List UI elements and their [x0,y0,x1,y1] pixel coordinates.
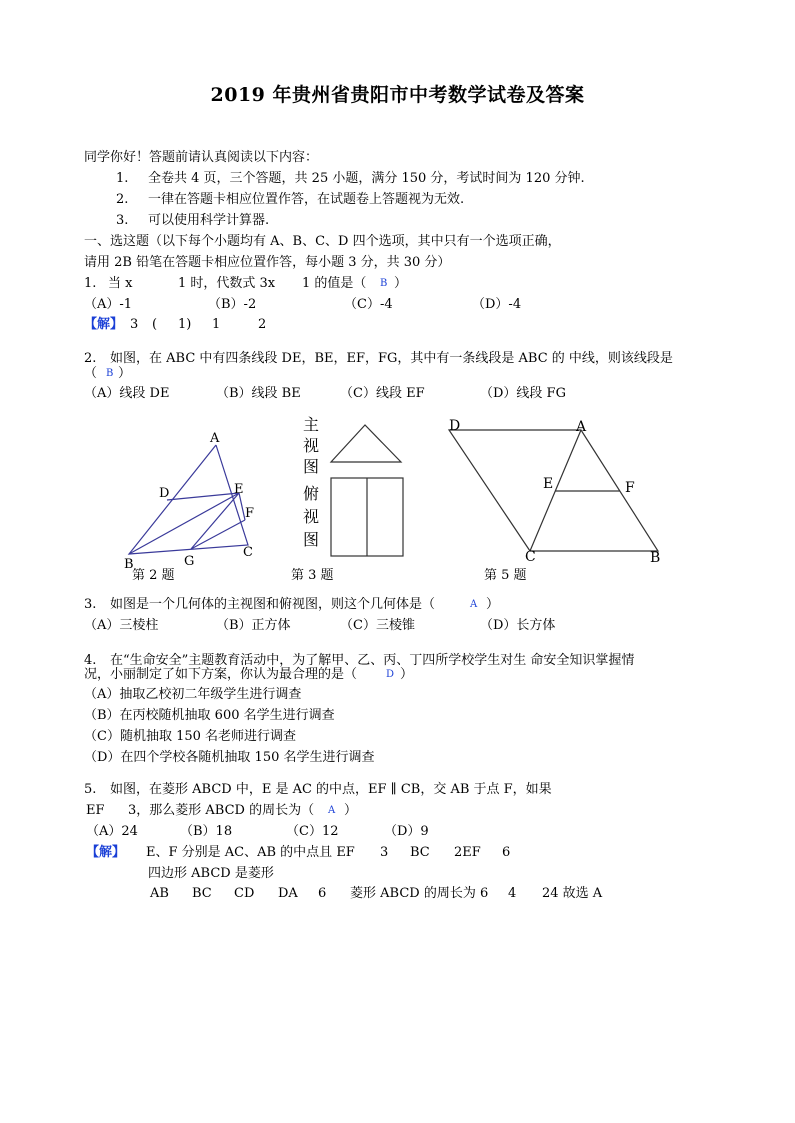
q5-solution-part: BC [192,886,212,901]
section-heading: 一、选这题（以下每个小题均有 A、B、C、D 四个选项，其中只有一个选项正确， [84,234,561,249]
figure-triangle-abc [115,425,275,570]
fig5-label: B [650,550,661,565]
q3-option-a: （A）三棱柱 [84,618,159,633]
q1-solution-term: 1) [178,317,192,332]
q5-solution-part: E、F 分别是 AC、AB 的中点且 EF [146,845,355,860]
fig5-label: E [543,476,554,492]
intro-item-text: 可以使用科学计算器. [148,213,270,228]
q2-number: 2. [84,351,97,366]
fig2-label: G [184,554,195,569]
q1-stem-part: 当 x [108,276,133,291]
q3-stem: 如图是一个几何体的主视图和俯视图，则这个几何体是（ [110,597,436,612]
q3-number: 3. [84,597,97,612]
q3-option-c: （C）三棱锥 [340,618,415,633]
q5-solution-part: DA [278,886,298,901]
q1-solution-term: 2 [258,317,267,332]
q5-option-b: （B）18 [180,824,233,839]
q5-option-c: （C）12 [286,824,339,839]
fig3-front-label [303,414,319,477]
q3-option-d: （D）长方体 [480,618,556,633]
q1-solution-term: 1 [212,317,221,332]
q1-option-d: （D）-4 [472,297,522,312]
q4-option-a: （A）抽取乙校初二年级学生进行调查 [84,687,302,702]
q5-solution-part: CD [234,886,255,901]
fig5-label: F [625,480,635,496]
q1-option-b: （B）-2 [208,297,257,312]
fig3-caption: 第 3 题 [291,568,334,583]
q5-solution-part: 菱形 ABCD 的周长为 6 [350,886,489,901]
q1-stem-part: 1 时，代数式 3x [178,276,276,291]
q1-option-c: （C）-4 [344,297,393,312]
intro-item-text: 全卷共 4 页，三个答题，共 25 小题，满分 150 分，考试时间为 120 分钟. [148,171,585,186]
q5-stem-part: 3，那么菱形 ABCD 的周长为（ [128,803,315,818]
q4-close: ） [400,667,414,682]
q5-solution-part: 24 故选 A [542,886,603,901]
q4-number: 4. [84,653,97,668]
q2-stem: 如图，在 ABC 中有四条线段 DE，BE，EF，FG，其中有一条线段是 ABC 的 中线，则该线段是 [110,351,673,366]
q2-open: （ [84,366,98,381]
q3-answer: A [470,599,478,610]
q1-solution-term: ( [152,317,158,332]
q5-close: ） [344,803,358,818]
fig5-caption: 第 5 题 [484,568,527,583]
fig3-char: 视 [303,436,320,455]
q1-solution-label: 【解】 [84,317,124,332]
q2-option-b: （B）线段 BE [216,386,301,401]
section-heading-cont: 请用 2B 铅笔在答题卡相应位置作答，每小题 3 分，共 30 分） [84,255,451,270]
intro-item-text: 一律在答题卡相应位置作答，在试题卷上答题视为无效. [148,192,465,207]
q4-stem: 在“生命安全”主题教育活动中，为了解甲、乙、丙、丁四所学校学生对生 命安全知识掌握情 [110,653,635,668]
q1-option-a: （A）-1 [84,297,133,312]
fig3-char: 图 [303,457,320,476]
q5-solution-part: 6 [318,886,327,901]
fig2-label: A [210,431,220,446]
fig3-top-label [303,482,319,551]
q5-option-a: （A）24 [86,824,138,839]
q4-stem-cont: 况，小丽制定了如下方案，你认为最合理的是（ [84,667,358,682]
q1-close: ） [394,276,408,291]
fig2-label: D [159,486,170,501]
fig2-label: E [234,482,244,497]
q2-option-a: （A）线段 DE [84,386,170,401]
intro-greeting: 同学你好！答题前请认真阅读以下内容： [84,150,319,165]
q4-option-d: （D）在四个学校各随机抽取 150 名学生进行调查 [84,750,375,765]
q5-solution-part: AB [150,886,169,901]
q4-answer: D [386,669,395,680]
fig5-label: A [576,419,587,435]
q1-solution-term: 3 [130,317,139,332]
figure-three-views [325,420,410,560]
fig2-label: F [245,506,255,521]
fig3-char: 图 [303,530,320,549]
intro-item-num: 1. [116,171,129,186]
q5-number: 5. [84,782,97,797]
intro-item-num: 2. [116,192,129,207]
q4-option-b: （B）在丙校随机抽取 600 名学生进行调查 [84,708,335,723]
fig5-label: D [449,418,461,434]
fig3-char: 视 [303,507,320,526]
q5-solution-part: 4 [508,886,517,901]
fig3-char: 主 [303,415,320,434]
q2-close: ） [118,366,132,381]
q5-solution-part: BC [410,845,430,860]
q5-answer: A [328,805,336,816]
q5-solution-part: 6 [502,845,511,860]
q5-stem-part: EF [86,803,105,818]
q4-option-c: （C）随机抽取 150 名老师进行调查 [84,729,297,744]
q3-close: ） [486,597,500,612]
fig2-label: C [243,545,253,560]
q5-option-d: （D）9 [384,824,429,839]
figure-rhombus-abcd [440,415,670,565]
fig3-char: 俯 [303,484,320,503]
q2-answer: B [106,368,114,379]
q1-stem-part: 1 的值是（ [302,276,367,291]
front-view-triangle [331,425,401,462]
q2-option-d: （D）线段 FG [480,386,566,401]
q5-solution-part: 3 [380,845,389,860]
q5-solution-part: 2EF [454,845,481,860]
fig2-label: B [124,557,134,570]
q1-number: 1. [84,276,97,291]
q1-answer: B [380,278,388,289]
intro-item-num: 3. [116,213,129,228]
q5-stem: 如图，在菱形 ABCD 中，E 是 AC 的中点，EF ∥ CB，交 AB 于点 F，如果 [110,782,552,797]
fig5-label: C [525,549,536,565]
fig2-caption: 第 2 题 [132,568,175,583]
q2-option-c: （C）线段 EF [340,386,425,401]
page-title: 2019 年贵州省贵阳市中考数学试卷及答案 [210,84,585,106]
q5-solution-line: 四边形 ABCD 是菱形 [148,866,274,881]
q3-option-b: （B）正方体 [216,618,291,633]
q5-solution-label: 【解】 [86,845,126,860]
